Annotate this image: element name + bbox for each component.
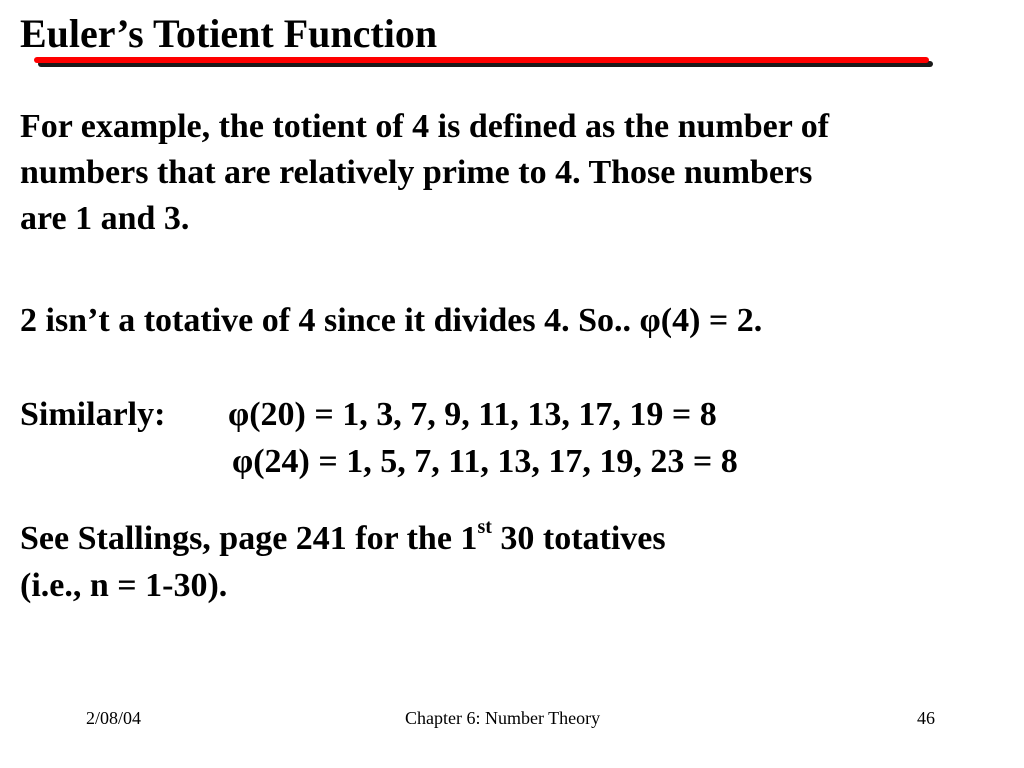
similarly-label: Similarly: [20,396,166,433]
reference-text-suffix: 30 totatives [491,520,666,557]
paragraph-totient-example [20,104,829,242]
title-underline [34,57,929,63]
paragraph-line: For example, the totient of 4 is defined as the number of [20,108,830,145]
phi-20-equation: φ(20) = 1, 3, 7, 9, 11, 13, 17, 19 = 8 [228,396,717,433]
paragraph-similarly [20,392,717,438]
phi-24-equation: φ(24) = 1, 5, 7, 11, 13, 17, 19, 23 = 8 [232,443,738,480]
ordinal-superscript: st [477,515,492,538]
reference-text: See Stallings, page 241 for the 1 [20,520,478,557]
paragraph-reference [20,516,666,562]
paragraph-line: numbers that are relatively prime to 4. Those numbers [20,154,813,191]
footer-page-number: 46 [917,708,935,728]
footer-date: 2/08/04 [86,708,142,728]
slide-title: Euler’s Totient Function [20,11,438,56]
footer-chapter: Chapter 6: Number Theory [405,708,601,728]
reference-range: (i.e., n = 1-30). [20,567,228,604]
paragraph-line: are 1 and 3. [20,200,190,237]
paragraph-totative-note: 2 isn’t a totative of 4 since it divides 4. So.. φ(4) = 2. [20,302,763,339]
